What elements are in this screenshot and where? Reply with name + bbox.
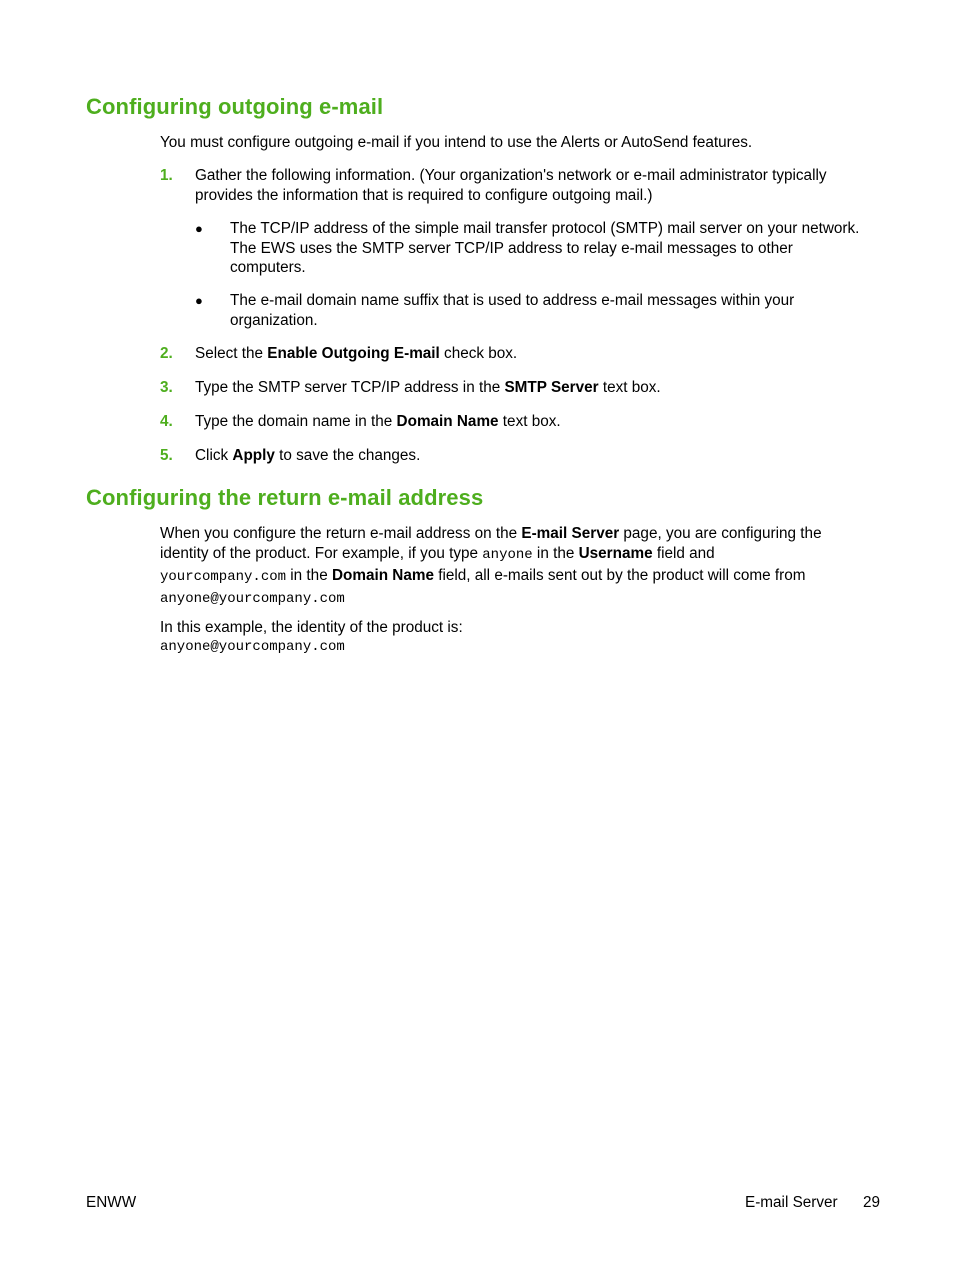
- bullet-text: [230, 219, 885, 278]
- step-2: [160, 344, 890, 364]
- intro-paragraph: You must configure outgoing e-mail if you intend to use the Alerts or AutoSend features.: [160, 134, 753, 151]
- step-text: Click Apply to save the changes.: [195, 447, 421, 464]
- step-1: [160, 166, 890, 206]
- bullet-text-line: organization.: [230, 311, 318, 329]
- step-text: Type the SMTP server TCP/IP address in the SMTP Server text box.: [195, 379, 661, 396]
- code-yourcompany: yourcompany.com: [160, 569, 287, 585]
- paragraph-line: When you configure the return e-mail address on the E-mail Server page, you are configuring the: [160, 525, 822, 542]
- footer-section-name: E-mail Server: [745, 1194, 838, 1211]
- ui-label-smtp-server: SMTP Server: [504, 379, 599, 396]
- ui-label-domain-name: Domain Name: [396, 413, 499, 430]
- bullet-icon: ●: [195, 293, 203, 308]
- code-email-address: anyone@yourcompany.com: [160, 590, 345, 607]
- step-text: [195, 166, 885, 205]
- step-number: 3.: [160, 379, 173, 396]
- step-5: [160, 446, 890, 466]
- code-anyone: anyone: [482, 546, 533, 563]
- step-number: 1.: [160, 167, 173, 184]
- step-3: [160, 378, 890, 398]
- bullet-text: [230, 291, 885, 330]
- ui-label-enable-outgoing-email: Enable Outgoing E-mail: [267, 345, 440, 362]
- return-address-paragraph: [160, 524, 890, 609]
- ui-label-username: Username: [578, 544, 653, 562]
- step-number: 4.: [160, 413, 173, 430]
- step-text-line: provides the information that is required to configure outgoing mail.): [195, 186, 653, 204]
- bullet-icon: ●: [195, 221, 203, 236]
- ui-label-domain-name: Domain Name: [331, 567, 434, 584]
- step-text: Type the domain name in the Domain Name text box.: [195, 413, 561, 430]
- page-number: 29: [863, 1194, 881, 1211]
- bullet-text-line: The EWS uses the SMTP server TCP/IP address to relay e-mail messages to other: [230, 239, 793, 257]
- ui-label-email-server: E-mail Server: [521, 525, 620, 542]
- step-number: 5.: [160, 447, 173, 464]
- paragraph-line: [160, 588, 890, 610]
- section-heading-return-email: Configuring the return e-mail address: [86, 485, 484, 510]
- step-text: Select the Enable Outgoing E-mail check box.: [195, 345, 518, 362]
- step-text-line: Gather the following information. (Your organization's network or e-mail administrator typically: [195, 167, 827, 184]
- paragraph-line: In this example, the identity of the product is:: [160, 619, 463, 636]
- code-identity-address: anyone@yourcompany.com: [160, 638, 345, 655]
- paragraph-line: yourcompany.com in the Domain Name field, all e-mails sent out by the product will come from: [160, 567, 806, 585]
- paragraph-line: identity of the product. For example, if you type anyone in the Username field and: [160, 544, 715, 563]
- step-4: [160, 412, 890, 432]
- bullet-item-domain-suffix: [195, 291, 885, 331]
- section-heading-outgoing-email: Configuring outgoing e-mail: [86, 94, 384, 119]
- ui-label-apply: Apply: [232, 447, 275, 464]
- footer-left-label: ENWW: [86, 1194, 137, 1211]
- bullet-text-line: The TCP/IP address of the simple mail transfer protocol (SMTP) mail server on your network.: [230, 220, 860, 237]
- step-number: 2.: [160, 345, 173, 362]
- bullet-text-line: The e-mail domain name suffix that is used to address e-mail messages within your: [230, 292, 795, 309]
- bullet-text-line: computers.: [230, 259, 306, 276]
- bullet-item-smtp-address: [195, 219, 885, 279]
- identity-paragraph: [160, 618, 890, 657]
